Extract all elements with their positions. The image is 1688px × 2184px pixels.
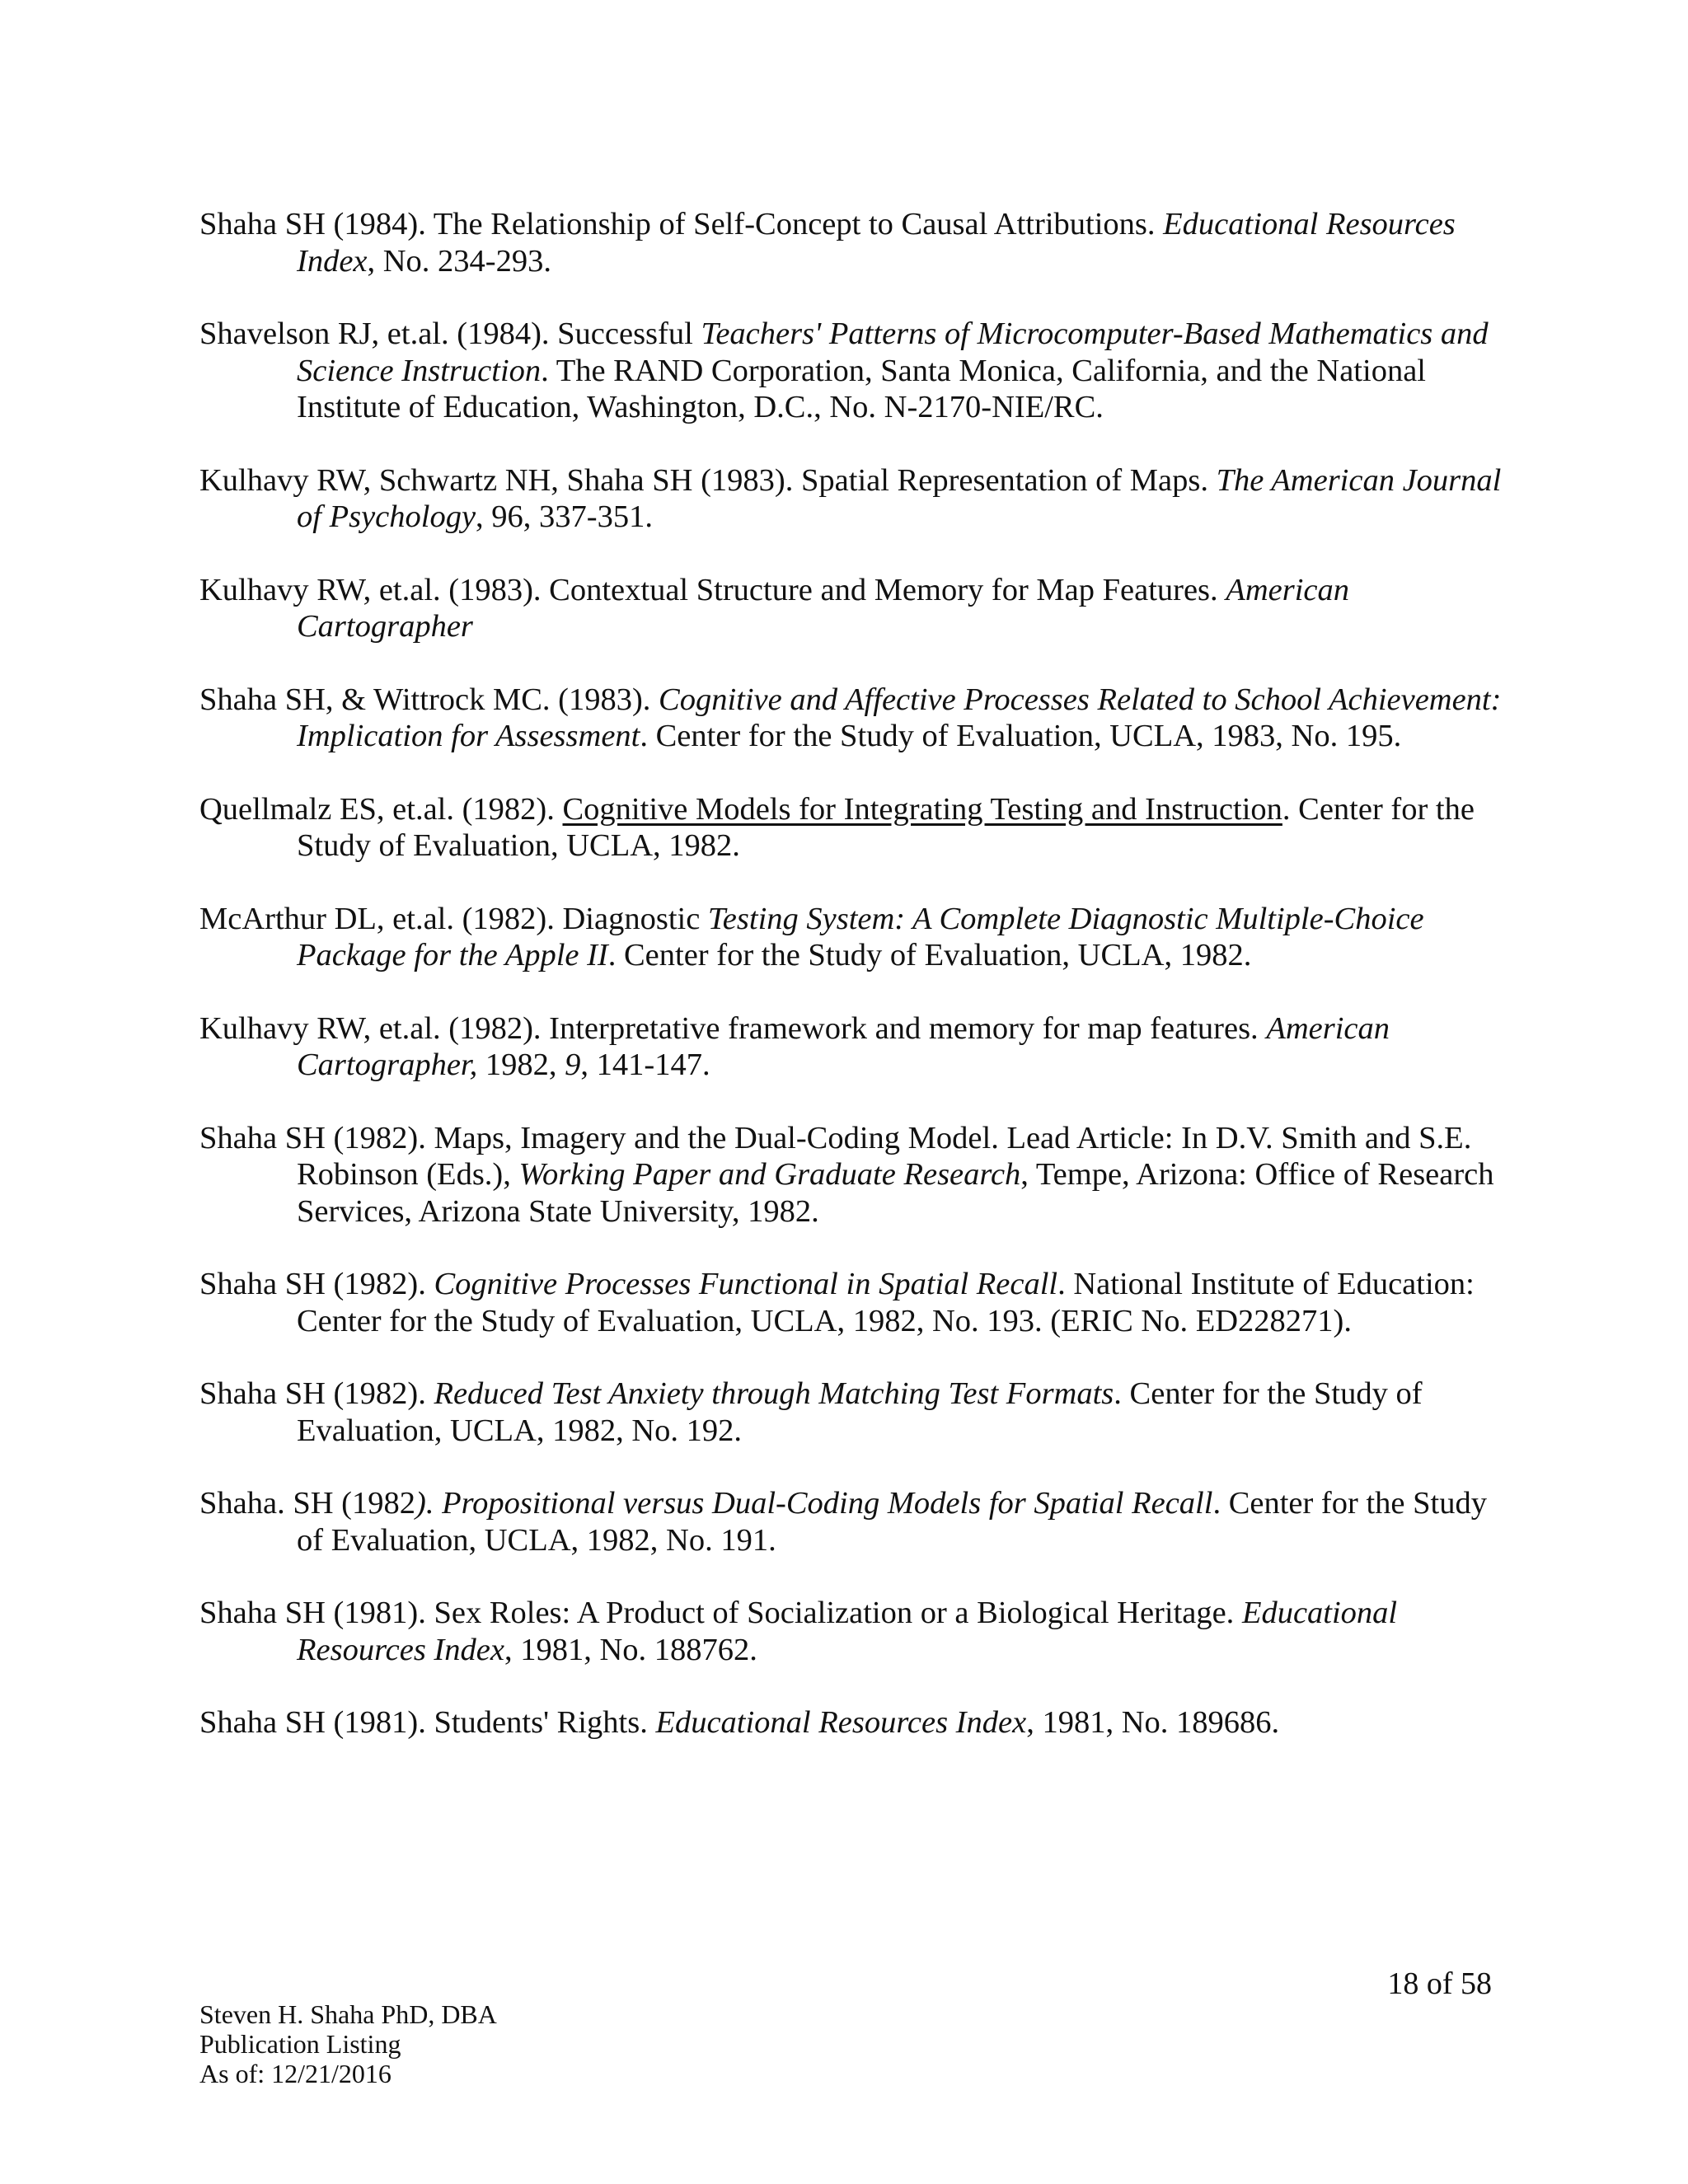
reference-text: Shaha SH (1981). Sex Roles: A Product of Socialization or a Biological Heritage. — [199, 1596, 1242, 1630]
reference-text: Shaha SH, & Wittrock MC. (1983). — [199, 682, 659, 717]
reference-italic-text: Reduced Test Anxiety through Matching Test Formats — [434, 1376, 1114, 1411]
reference-italic-text: ). Propositional versus Dual-Coding Models for Spatial Recall — [415, 1486, 1213, 1521]
reference-entry — [199, 1704, 1502, 1741]
reference-italic-text: Educational Resources Index — [297, 1596, 1398, 1667]
reference-entry — [199, 1485, 1502, 1558]
reference-italic-text: Teachers' Patterns of Microcomputer-Based Mathematics and Science Instruction — [297, 316, 1489, 388]
reference-text: McArthur DL, et.al. (1982). Diagnostic — [199, 901, 708, 936]
reference-text: Shaha. SH (1982 — [199, 1486, 415, 1521]
reference-text: Shaha SH (1984). The Relationship of Self-Concept to Causal Attributions. — [199, 207, 1164, 241]
reference-entry — [199, 682, 1502, 755]
reference-text: Kulhavy RW, et.al. (1982). Interpretative framework and memory for map features. — [199, 1010, 1267, 1046]
footer-author: Steven H. Shaha PhD, DBA — [199, 1999, 497, 2029]
reference-entry — [199, 1120, 1502, 1230]
reference-text: . Center for the Study of Evaluation, UCLA, 1982. — [607, 938, 1252, 972]
reference-italic-text: Educational Resources Index — [297, 207, 1456, 279]
reference-entry — [199, 901, 1502, 974]
reference-text: Shaha SH (1982). — [199, 1376, 434, 1411]
reference-text: Quellmalz ES, et.al. (1982). — [199, 791, 563, 827]
reference-italic-text: Educational Resources Index — [655, 1705, 1027, 1740]
reference-entry — [199, 1266, 1502, 1339]
reference-italic-text: Testing System: A Complete Diagnostic Multiple-Choice Package for the Apple II — [297, 901, 1424, 972]
reference-underlined-title: Cognitive Models for Integrating Testing and Instruction — [562, 791, 1282, 827]
reference-entry — [199, 462, 1502, 536]
reference-entry — [199, 791, 1502, 865]
reference-italic-text: American Cartographer — [297, 572, 1349, 644]
reference-text: Kulhavy RW, Schwartz NH, Shaha SH (1983). Spatial Representation of Maps. — [199, 462, 1217, 498]
reference-text: , 141-147. — [580, 1047, 710, 1082]
reference-text: Shaha SH (1982). Maps, Imagery and the Dual-Coding Model. Lead Article: In D.V. Smith and S.E. Robinson (Eds.), — [199, 1120, 1472, 1192]
reference-text: , 96, 337-351. — [476, 499, 653, 534]
reference-entry — [199, 572, 1502, 645]
reference-text: . Center for the Study of Evaluation, UCLA, 1982, No. 192. — [297, 1376, 1423, 1448]
reference-entry — [199, 206, 1502, 279]
reference-entry — [199, 1010, 1502, 1084]
page-number: 18 of 58 — [1387, 1966, 1492, 2001]
reference-text: . National Institute of Education: Center for the Study of Evaluation, UCLA, 1982, No. 193. (ERIC No. ED228271). — [297, 1267, 1475, 1338]
reference-text: 1982, — [477, 1047, 565, 1082]
footer-as-of-date: As of: 12/21/2016 — [199, 2059, 392, 2088]
reference-italic-text: 9 — [565, 1047, 581, 1082]
reference-text: . The RAND Corporation, Santa Monica, California, and the National Institute of Education, Washington, D.C., No. N-2170-NIE/RC. — [297, 353, 1426, 424]
reference-italic-text: The American Journal of Psychology — [297, 462, 1502, 534]
footer — [199, 1999, 497, 2088]
reference-text: . Center for the Study of Evaluation, UCLA, 1982. — [297, 791, 1475, 863]
reference-italic-text: Cognitive Processes Functional in Spatial Recall — [434, 1267, 1058, 1301]
reference-italic-text: Cognitive and Affective Processes Related to School Achievement: Implication for Assessment — [297, 682, 1502, 753]
reference-text: Shavelson RJ, et.al. (1984). Successful — [199, 316, 701, 351]
reference-text: . Center for the Study of Evaluation, UCLA, 1982, No. 191. — [297, 1486, 1487, 1558]
reference-text: Shaha SH (1981). Students' Rights. — [199, 1705, 656, 1740]
reference-italic-text: Working Paper and Graduate Research — [518, 1157, 1021, 1192]
footer-doc-title: Publication Listing — [199, 2029, 401, 2059]
reference-list — [199, 206, 1502, 1778]
reference-text: , 1981, No. 189686. — [1026, 1705, 1280, 1740]
reference-entry — [199, 1595, 1502, 1668]
reference-text: Shaha SH (1982). — [199, 1267, 434, 1301]
reference-text: , Tempe, Arizona: Office of Research Services, Arizona State University, 1982. — [297, 1157, 1494, 1229]
reference-italic-text: American Cartographer, — [297, 1010, 1390, 1082]
reference-entry — [199, 316, 1502, 426]
reference-text: . Center for the Study of Evaluation, UCLA, 1983, No. 195. — [640, 719, 1402, 753]
reference-entry — [199, 1376, 1502, 1449]
reference-text: , 1981, No. 188762. — [504, 1632, 757, 1667]
reference-text: , No. 234-293. — [367, 243, 551, 279]
reference-text: Kulhavy RW, et.al. (1983). Contextual Structure and Memory for Map Features. — [199, 572, 1226, 607]
